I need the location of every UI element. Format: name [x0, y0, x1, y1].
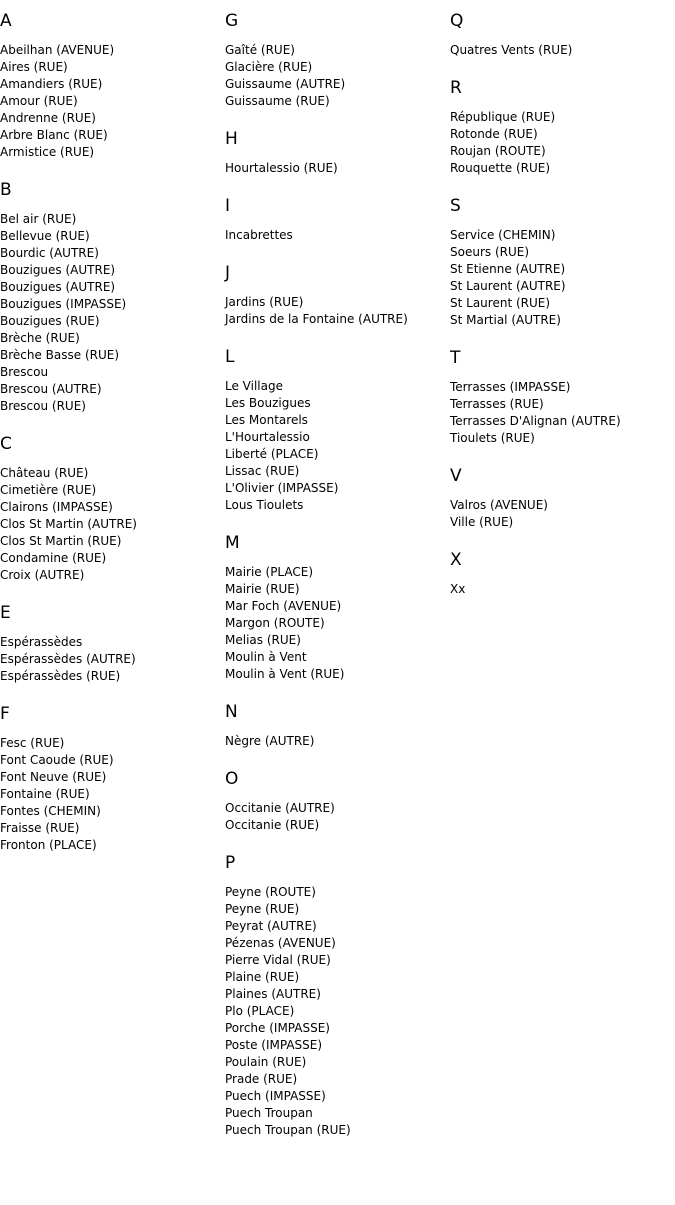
- street-list-item: Bouzigues (AUTRE): [0, 263, 116, 277]
- letter-section-x: [450, 550, 675, 598]
- street-list: [225, 564, 450, 683]
- street-list: [0, 42, 225, 161]
- letter-section-j: [225, 263, 450, 328]
- section-letter-heading: N: [225, 702, 238, 722]
- street-list-item: Guissaume (AUTRE): [225, 77, 346, 91]
- street-list-item: Espérassèdes (AUTRE): [0, 652, 136, 666]
- letter-section-b: [0, 180, 225, 415]
- section-letter-heading: R: [450, 78, 462, 98]
- street-list-item: Incabrettes: [225, 228, 293, 242]
- section-letter-heading: E: [0, 603, 11, 623]
- street-list-item: Brèche (RUE): [0, 331, 80, 345]
- street-list: [225, 733, 450, 750]
- street-list-item: St Martial (AUTRE): [450, 313, 561, 327]
- street-list-item: Ville (RUE): [450, 515, 514, 529]
- street-list-item: Plo (PLACE): [225, 1004, 295, 1018]
- letter-section-p: [225, 853, 450, 1139]
- street-list-item: Mairie (PLACE): [225, 565, 314, 579]
- street-list-item: Glacière (RUE): [225, 60, 313, 74]
- street-list-item: Les Bouzigues: [225, 396, 311, 410]
- letter-section-l: [225, 347, 450, 514]
- street-list: [450, 227, 675, 329]
- section-letter-heading: Q: [450, 11, 464, 31]
- letter-section-f: [0, 704, 225, 854]
- street-list-item: Brèche Basse (RUE): [0, 348, 120, 362]
- street-list: [450, 109, 675, 177]
- letter-section-o: [225, 769, 450, 834]
- section-letter-heading: X: [450, 550, 462, 570]
- street-list-item: République (RUE): [450, 110, 556, 124]
- street-list-item: Moulin à Vent: [225, 650, 307, 664]
- street-list-item: Armistice (RUE): [0, 145, 95, 159]
- street-list-item: St Laurent (AUTRE): [450, 279, 566, 293]
- street-list-item: Arbre Blanc (RUE): [0, 128, 108, 142]
- street-list: [0, 465, 225, 584]
- street-list: [225, 884, 450, 1139]
- street-list-item: Terrasses D'Alignan (AUTRE): [450, 414, 621, 428]
- street-list-item: Jardins (RUE): [225, 295, 304, 309]
- street-list-item: Poulain (RUE): [225, 1055, 307, 1069]
- street-list-item: Liberté (PLACE): [225, 447, 319, 461]
- street-list-item: Amandiers (RUE): [0, 77, 103, 91]
- street-list-item: Jardins de la Fontaine (AUTRE): [225, 312, 408, 326]
- section-letter-heading: O: [225, 769, 239, 789]
- section-letter-heading: L: [225, 347, 235, 367]
- street-list-item: Clairons (IMPASSE): [0, 500, 113, 514]
- street-list-item: Occitanie (RUE): [225, 818, 320, 832]
- letter-section-q: [450, 11, 675, 59]
- street-list-item: Roujan (ROUTE): [450, 144, 546, 158]
- street-list-item: Plaines (AUTRE): [225, 987, 321, 1001]
- street-list-item: Pézenas (AVENUE): [225, 936, 336, 950]
- section-letter-heading: T: [450, 348, 461, 368]
- street-list: [450, 379, 675, 447]
- street-list: [225, 160, 450, 177]
- street-list-item: Moulin à Vent (RUE): [225, 667, 345, 681]
- street-list-item: Guissaume (RUE): [225, 94, 330, 108]
- letter-section-c: [0, 434, 225, 584]
- street-list-item: Bouzigues (IMPASSE): [0, 297, 127, 311]
- street-list-item: Brescou: [0, 365, 49, 379]
- street-list-item: Croix (AUTRE): [0, 568, 85, 582]
- street-list-item: Hourtalessio (RUE): [225, 161, 338, 175]
- street-list: [225, 42, 450, 110]
- letter-section-s: [450, 196, 675, 329]
- section-letter-heading: F: [0, 704, 10, 724]
- street-list: [0, 735, 225, 854]
- street-list: [0, 211, 225, 415]
- street-list-item: L'Hourtalessio: [225, 430, 310, 444]
- street-list-item: Terrasses (RUE): [450, 397, 544, 411]
- street-list-item: Service (CHEMIN): [450, 228, 556, 242]
- section-letter-heading: S: [450, 196, 461, 216]
- street-list-item: Valros (AVENUE): [450, 498, 548, 512]
- street-list-item: Fraisse (RUE): [0, 821, 80, 835]
- letter-section-h: [225, 129, 450, 177]
- street-list-item: Peyne (ROUTE): [225, 885, 316, 899]
- street-list-item: Gaîté (RUE): [225, 43, 295, 57]
- street-list-item: Quatres Vents (RUE): [450, 43, 573, 57]
- street-list-item: St Etienne (AUTRE): [450, 262, 566, 276]
- section-letter-heading: A: [0, 11, 12, 31]
- street-list-item: Mairie (RUE): [225, 582, 300, 596]
- section-letter-heading: I: [225, 196, 231, 216]
- street-list-item: Tioulets (RUE): [450, 431, 535, 445]
- street-list-item: Brescou (RUE): [0, 399, 86, 413]
- street-list-item: Puech Troupan: [225, 1106, 313, 1120]
- street-list-item: Soeurs (RUE): [450, 245, 530, 259]
- letter-section-m: [225, 533, 450, 683]
- letter-section-a: [0, 11, 225, 161]
- street-list-item: Amour (RUE): [0, 94, 78, 108]
- street-list-item: Bel air (RUE): [0, 212, 77, 226]
- street-list-item: Espérassèdes (RUE): [0, 669, 121, 683]
- street-list: [225, 378, 450, 514]
- letter-section-r: [450, 78, 675, 177]
- section-letter-heading: P: [225, 853, 236, 873]
- street-list-item: Fontaine (RUE): [0, 787, 90, 801]
- street-list: [450, 42, 675, 59]
- index-column-2: [225, 11, 450, 1139]
- street-list-item: Fontes (CHEMIN): [0, 804, 101, 818]
- index-column-3: [450, 11, 675, 598]
- street-list-item: Margon (ROUTE): [225, 616, 325, 630]
- street-list: [0, 634, 225, 685]
- street-list-item: Abeilhan (AVENUE): [0, 43, 115, 57]
- street-list-item: Font Neuve (RUE): [0, 770, 107, 784]
- section-letter-heading: M: [225, 533, 240, 553]
- street-list-item: Espérassèdes: [0, 635, 83, 649]
- street-list-item: Plaine (RUE): [225, 970, 300, 984]
- street-list-item: Peyne (RUE): [225, 902, 300, 916]
- street-list-item: Cimetière (RUE): [0, 483, 97, 497]
- street-list-item: Poste (IMPASSE): [225, 1038, 323, 1052]
- street-list-item: Lous Tioulets: [225, 498, 304, 512]
- street-list-item: Fronton (PLACE): [0, 838, 97, 852]
- letter-section-v: [450, 466, 675, 531]
- street-list: [450, 497, 675, 531]
- index-column-1: [0, 11, 225, 854]
- letter-section-n: [225, 702, 450, 750]
- street-list: [225, 294, 450, 328]
- street-list-item: Porche (IMPASSE): [225, 1021, 330, 1035]
- street-list-item: Château (RUE): [0, 466, 89, 480]
- letter-section-t: [450, 348, 675, 447]
- street-list-item: Aires (RUE): [0, 60, 68, 74]
- street-list-item: Condamine (RUE): [0, 551, 107, 565]
- letter-section-i: [225, 196, 450, 244]
- section-letter-heading: H: [225, 129, 238, 149]
- section-letter-heading: C: [0, 434, 12, 454]
- section-letter-heading: V: [450, 466, 462, 486]
- letter-section-e: [0, 603, 225, 685]
- section-letter-heading: B: [0, 180, 12, 200]
- street-list-item: Brescou (AUTRE): [0, 382, 102, 396]
- section-letter-heading: G: [225, 11, 239, 31]
- street-list-item: Xx: [450, 582, 466, 596]
- street-list-item: Clos St Martin (RUE): [0, 534, 122, 548]
- street-list-item: L'Olivier (IMPASSE): [225, 481, 339, 495]
- street-list-item: Mar Foch (AVENUE): [225, 599, 342, 613]
- street-list-item: Puech (IMPASSE): [225, 1089, 326, 1103]
- street-list: [225, 800, 450, 834]
- street-list-item: Les Montarels: [225, 413, 308, 427]
- street-list-item: Lissac (RUE): [225, 464, 300, 478]
- street-list-item: Bourdic (AUTRE): [0, 246, 99, 260]
- street-list-item: Melias (RUE): [225, 633, 301, 647]
- street-list-item: Prade (RUE): [225, 1072, 298, 1086]
- street-list-item: Bellevue (RUE): [0, 229, 90, 243]
- street-list-item: Terrasses (IMPASSE): [450, 380, 571, 394]
- street-list-item: Occitanie (AUTRE): [225, 801, 335, 815]
- street-list-item: Nègre (AUTRE): [225, 734, 315, 748]
- street-list-item: Puech Troupan (RUE): [225, 1123, 351, 1137]
- street-list-item: Le Village: [225, 379, 283, 393]
- street-list-item: Fesc (RUE): [0, 736, 65, 750]
- street-list-item: Rouquette (RUE): [450, 161, 551, 175]
- street-list-item: Andrenne (RUE): [0, 111, 96, 125]
- section-letter-heading: J: [225, 263, 231, 283]
- street-list-item: St Laurent (RUE): [450, 296, 551, 310]
- letter-section-g: [225, 11, 450, 110]
- street-list-item: Bouzigues (RUE): [0, 314, 100, 328]
- street-list-item: Bouzigues (AUTRE): [0, 280, 116, 294]
- street-list: [225, 227, 450, 244]
- street-list-item: Pierre Vidal (RUE): [225, 953, 331, 967]
- street-list-item: Clos St Martin (AUTRE): [0, 517, 137, 531]
- street-list-item: Peyrat (AUTRE): [225, 919, 317, 933]
- street-list: [450, 581, 675, 598]
- street-list-item: Rotonde (RUE): [450, 127, 538, 141]
- street-list-item: Font Caoude (RUE): [0, 753, 114, 767]
